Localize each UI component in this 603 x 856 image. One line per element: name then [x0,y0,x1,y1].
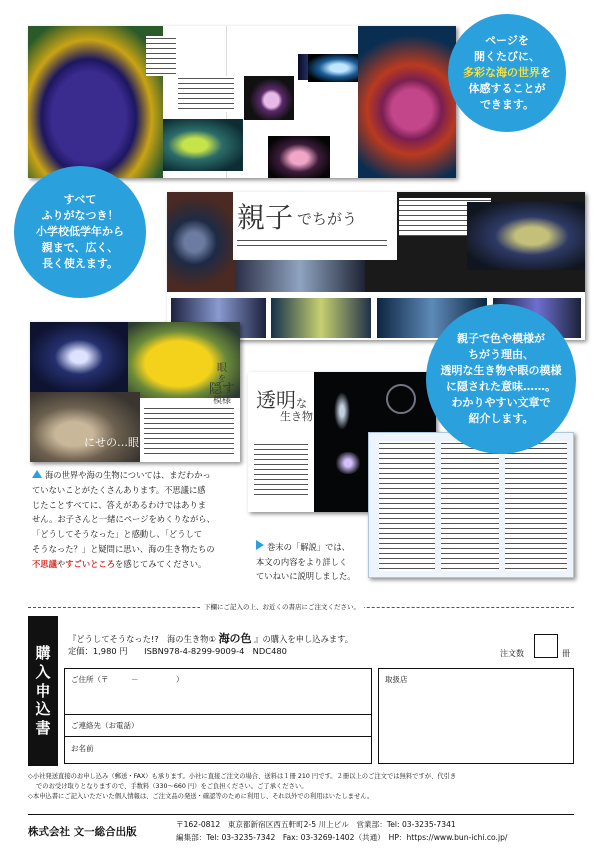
spread-page-5 [368,432,574,578]
order-form [28,616,574,766]
phone-field[interactable]: ご連絡先（お電話） [65,715,371,737]
customer-info-box [64,668,372,764]
goby-photo [30,392,140,462]
explanation-text [441,441,499,571]
emperor-angelfish-photo [30,322,128,392]
spread-page-3 [30,322,240,462]
body-text-block [144,406,234,456]
body-text-block [146,36,176,76]
title-panel [233,192,397,260]
store-field[interactable]: 取扱店 [378,668,574,764]
spread-title-suffix: でちがう [297,210,358,228]
cut-note: 下欄にご記入の上、お近くの書店にご注文ください。 [200,602,364,611]
spread-page-1 [28,26,456,178]
spread-title: 親子 [237,201,294,234]
price-isbn-line: 定価：1,980 円 ISBN978-4-8299-9009-4 NDC480 [68,646,287,656]
triangle-up-icon [32,470,42,478]
quantity-input[interactable] [534,634,558,658]
yellow-green-fish-photo [163,119,243,171]
publisher-name: 株式会社 文一総合出版 [28,826,137,838]
blue-fish-photo [308,54,364,82]
footer-divider [28,814,574,815]
book-line: 『どうしてそうなった!? 海の生き物① 海の色 』の購入を申し込みます。 [68,632,354,645]
purple-fish-photo [244,76,294,120]
body-text-block [178,76,234,112]
publisher-contact: 編集部：Tel: 03-3235-7342 Fax: 03-3269-1402（共通） HP：https://www.bun-ichi.co.jp/ [176,833,508,842]
spread-subtitle: にせの…眼 [84,436,139,449]
feature-bubble-furigana: すべて ふりがなつき！ 小学校低学年から 親まで、広く、 長く使えます。 [14,166,146,298]
explanation-text [505,441,567,571]
publisher-address: 〒162-0812 東京都新宿区西五軒町2-5 川上ビル 営業部：Tel: 03-3235-7341 [176,820,456,829]
description-text: 海の世界や海の生物については、まだわかっ ていないことがたくさんあります。不思議に感 じたことすべてに、答えがあるわけではありま せん。お子さんと一緒にページをめくりながら、 「どうしてそうなった」と感動し、「どうして そうなった？」と疑問に思い、海の生き物たちの 不思議やすごいところを感じてみてください。 [32,470,215,569]
explanation-text [379,441,435,571]
angelfish-photo [28,26,163,178]
adult-fish-photo [467,202,585,270]
triangle-right-icon [256,540,264,550]
reef-fish-photo [167,192,235,292]
title-stack: 眼 を 隠す 模様 [208,363,235,406]
explanation-caption: 巻末の「解説」では、 本文の内容をより詳しく ていねいに説明しました。 [256,542,356,582]
qty-label: 注文数 [500,649,524,658]
feature-bubble-variety: ページを 開くたびに、 多彩な海の世界を 体感することが できます。 [448,14,566,132]
name-field[interactable]: お名前 [71,744,94,753]
juvenile-fish-photo [235,260,365,296]
title-block: 透明な 生き物 [256,388,313,423]
form-side-label: 購 入 申 込 書 [28,616,58,766]
qty-unit: 冊 [562,649,570,658]
address-field[interactable]: ご住所（〒 － ） [65,669,371,715]
feature-bubble-explanation: 親子で色や模様が ちがう理由、 透明な生き物や眼の模様 に隠された意味……。 わかりやすい文章で 紹介します。 [426,304,576,454]
order-notes: ◇小社発送直接のお申し込み（郵送・FAX）も承ります。小社に直接ご注文の場合、送料は１冊 210 円です。２冊以上のご注文では無料ですが、代引き でのお受け取りとなりますので、手数料（330～660 円）をご負担ください。ご了承ください。 ◇本申込書にご記入いただいた個人情報は、ご注文品の発送・確認等のために利用し、それ以外での利用はいたしません。 [28,773,457,801]
coral-frogfish-photo [358,26,456,178]
pink-fish-photo [268,136,330,178]
